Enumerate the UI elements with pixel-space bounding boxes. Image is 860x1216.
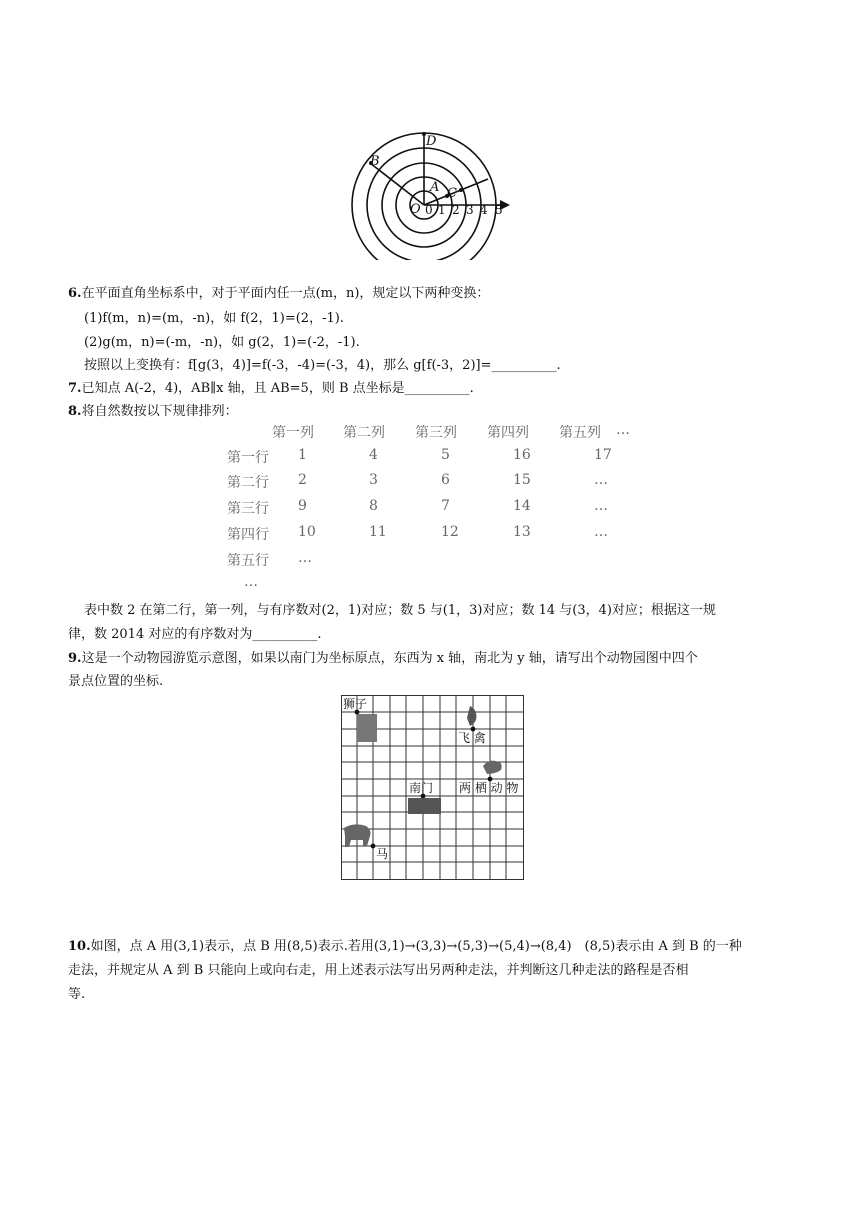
col-header: 第三列 <box>415 425 457 441</box>
tick-3: 3 <box>466 203 474 217</box>
zoo-map <box>340 694 526 882</box>
q9-line1 <box>68 650 698 668</box>
table-cell: … <box>594 498 608 514</box>
point-o-label: O <box>410 202 421 217</box>
table-cell: 15 <box>513 472 531 488</box>
table-cell: 9 <box>298 498 307 514</box>
q8-explain-line2: 律，数 2014 对应的有序数对为__________. <box>68 627 322 642</box>
table-cell: 10 <box>298 524 316 540</box>
tick-5: 5 <box>495 203 503 217</box>
table-cell: 8 <box>369 498 378 514</box>
lion-label: 狮子 <box>343 697 368 711</box>
table-cell: 12 <box>441 524 459 540</box>
south-gate-building <box>408 798 441 814</box>
q10-line1 <box>68 938 742 956</box>
col-header: 第五列 <box>559 425 601 441</box>
south-gate-label: 南门 <box>409 781 434 795</box>
table-cell: 6 <box>441 472 450 488</box>
q7-text: 已知点 A(-2，4)，AB∥x 轴，且 AB=5，则 B 点坐标是__________. <box>81 381 474 396</box>
point-d-label: D <box>426 134 437 149</box>
q8-text: 将自然数按以下规律排列： <box>81 404 238 419</box>
q10-line2: 走法，并规定从 A 到 B 只能向上或向右走，用上述表示法写出另两种走法，并判断这几种走法的路程是否相 <box>68 963 689 978</box>
table-cell: 1 <box>298 447 307 463</box>
table-cell: … <box>594 472 608 488</box>
row-header: 第二行 <box>227 475 269 491</box>
q6-stem-text: 在平面直角坐标系中，对于平面内任一点(m，n)，规定以下两种变换： <box>81 286 490 301</box>
col-header: 第一列 <box>272 425 314 441</box>
q6-rule2: (2)g(m，n)=(-m，-n)，如 g(2，1)=(-2，-1). <box>84 335 360 350</box>
q9-line1-text: 这是一个动物园游览示意图，如果以南门为坐标原点，东西为 x 轴，南北为 y 轴，请写出个动物园图中四个 <box>81 651 698 666</box>
q6-stem <box>68 285 489 303</box>
table-cell: … <box>594 524 608 540</box>
birds-label: 飞 禽 <box>458 731 486 745</box>
table-cell: 2 <box>298 472 307 488</box>
q10-number: 10. <box>68 939 91 954</box>
birds-picture <box>467 706 476 726</box>
polar-figure <box>340 125 530 260</box>
tick-4: 4 <box>480 203 488 217</box>
col-header: 第二列 <box>343 425 385 441</box>
q8 <box>68 403 238 421</box>
row-header: 第一行 <box>227 450 269 466</box>
q6-number: 6. <box>68 286 82 301</box>
row-header: 第四行 <box>227 527 269 543</box>
table-cell: 3 <box>369 472 378 488</box>
horse-label: 马 <box>376 847 389 861</box>
point-a-label: A <box>430 180 440 195</box>
row-header: 第三行 <box>227 501 269 517</box>
table-cell: 4 <box>369 447 378 463</box>
table-cell: 13 <box>513 524 531 540</box>
lion-picture <box>357 714 377 742</box>
col-header: … <box>616 422 630 438</box>
point-c-label: C <box>447 186 457 201</box>
table-cell: 5 <box>441 447 450 463</box>
q7-number: 7. <box>68 381 82 396</box>
tick-0: 0 <box>425 203 433 217</box>
q6-ask: 按照以上变换有：f[g(3，4)]=f(-3，-4)=(-3，4)，那么 g[f(-3，2)]=__________. <box>84 358 561 373</box>
q8-number: 8. <box>68 404 82 419</box>
q10-line1-text: 如图，点 A 用(3,1)表示，点 B 用(8,5)表示.若用(3,1)→(3,3)→(5,3)→(5,4)→(8,4) (8,5)表示由 A 到 B 的一种 <box>90 939 742 954</box>
col-header: 第四列 <box>487 425 529 441</box>
table-cell: 14 <box>513 498 531 514</box>
amphibian-picture <box>483 761 502 774</box>
q8-explain-line1: 表中数 2 在第二行，第一列，与有序数对(2，1)对应；数 5 与(1，3)对应；数 14 与(3，4)对应；根据这一规 <box>84 603 716 618</box>
table-cell: 11 <box>369 524 387 540</box>
row-header: … <box>244 574 258 590</box>
q10-line3: 等. <box>68 987 86 1002</box>
table-cell: 17 <box>594 447 612 463</box>
tick-2: 2 <box>452 203 460 217</box>
q9-number: 9. <box>68 651 82 666</box>
q6-rule1: (1)f(m，n)=(m，-n)，如 f(2，1)=(2，-1). <box>84 311 344 326</box>
table-cell: 16 <box>513 447 531 463</box>
point-b-label: B <box>370 154 380 169</box>
q7 <box>68 380 474 398</box>
table-cell: … <box>298 550 312 566</box>
row-header: 第五行 <box>227 553 269 569</box>
amphibians-label: 两 栖 动 物 <box>459 781 519 795</box>
table-cell: 7 <box>441 498 450 514</box>
q9-line2: 景点位置的坐标. <box>68 674 164 689</box>
tick-1: 1 <box>438 203 446 217</box>
